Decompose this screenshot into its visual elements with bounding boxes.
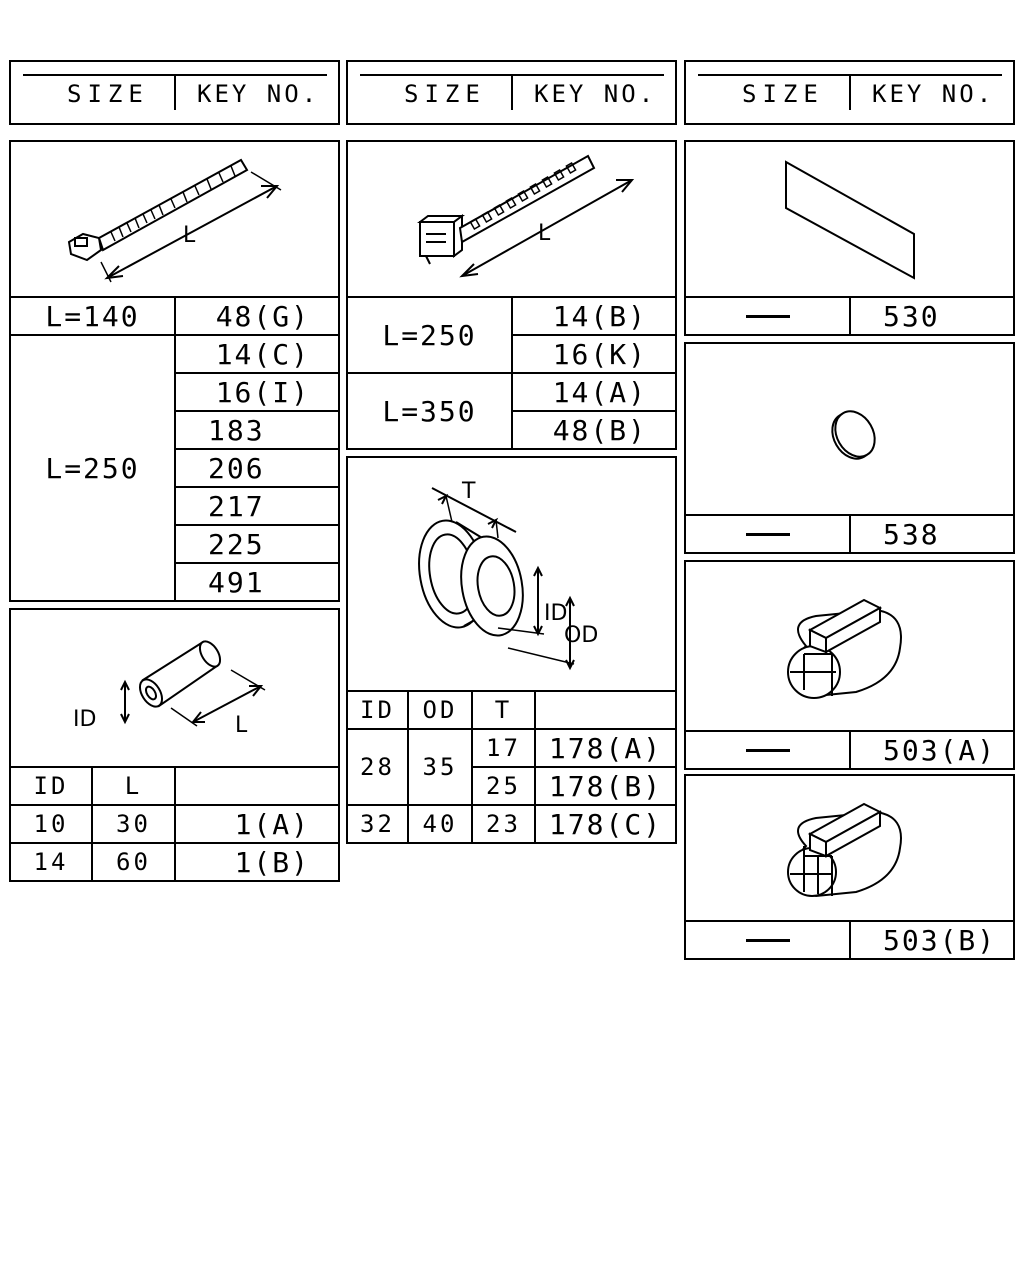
grommet-row-3-t: 23 bbox=[471, 804, 536, 844]
cable-tie-a-key: 217 bbox=[174, 486, 340, 526]
cable-tie-b-drawing bbox=[348, 142, 675, 296]
plug-key: 538 bbox=[849, 514, 1015, 554]
tube-row-2-id: 14 bbox=[9, 842, 93, 882]
grommet-row-2-t: 25 bbox=[471, 766, 536, 806]
grommet-figure bbox=[346, 456, 677, 692]
cable-tie-a-figure bbox=[9, 140, 340, 298]
grommet-col-key bbox=[534, 690, 677, 730]
header-size-label: SIZE bbox=[404, 80, 486, 108]
grommet-row-1-id: 28 bbox=[346, 728, 409, 806]
header-col-1 bbox=[9, 60, 340, 125]
grommet-row-3-key: 178(C) bbox=[534, 804, 677, 844]
header-key-label: KEY NO. bbox=[534, 80, 657, 108]
cable-tie-a-dim-label: L bbox=[183, 223, 196, 248]
plug-figure bbox=[684, 342, 1015, 516]
header-key-label: KEY NO. bbox=[872, 80, 995, 108]
tube-id-label: ID bbox=[73, 707, 97, 732]
plug-drawing bbox=[686, 344, 1013, 514]
cable-tie-a-key: 225 bbox=[174, 524, 340, 564]
grommet-row-2-key: 178(B) bbox=[534, 766, 677, 806]
cable-tie-b-key: 14(A) bbox=[511, 372, 677, 412]
cable-tie-a-key: 16(I) bbox=[174, 372, 340, 412]
clip-b-size bbox=[684, 920, 851, 960]
cable-tie-a-key: 206 bbox=[174, 448, 340, 488]
tape-drawing bbox=[686, 142, 1013, 296]
tape-size bbox=[684, 296, 851, 336]
grommet-row-3-od: 40 bbox=[407, 804, 473, 844]
dash-icon bbox=[746, 533, 790, 536]
tube-drawing bbox=[11, 610, 338, 766]
grommet-col-id: ID bbox=[346, 690, 409, 730]
dash-icon bbox=[746, 939, 790, 942]
grommet-col-od: OD bbox=[407, 690, 473, 730]
cable-tie-b-figure bbox=[346, 140, 677, 298]
tube-col-l: L bbox=[91, 766, 176, 806]
tube-row-2-key: 1(B) bbox=[174, 842, 340, 882]
cable-tie-a-drawing bbox=[11, 142, 338, 296]
grommet-row-1-key: 178(A) bbox=[534, 728, 677, 768]
clip-b-key: 503(B) bbox=[849, 920, 1015, 960]
grommet-col-t: T bbox=[471, 690, 536, 730]
tube-row-1-key: 1(A) bbox=[174, 804, 340, 844]
tube-figure bbox=[9, 608, 340, 768]
header-col-3 bbox=[684, 60, 1015, 125]
cable-tie-a-key: 183 bbox=[174, 410, 340, 450]
tape-key: 530 bbox=[849, 296, 1015, 336]
cable-tie-b-size-250: L=250 bbox=[346, 296, 513, 374]
grommet-od-label: OD bbox=[564, 623, 599, 648]
tube-row-1-id: 10 bbox=[9, 804, 93, 844]
header-size-label: SIZE bbox=[742, 80, 824, 108]
grommet-id-label: ID bbox=[544, 601, 568, 626]
dash-icon bbox=[746, 749, 790, 752]
grommet-drawing bbox=[348, 458, 675, 690]
cable-tie-b-key: 48(B) bbox=[511, 410, 677, 450]
clip-b-figure bbox=[684, 774, 1015, 922]
clip-a-figure bbox=[684, 560, 1015, 732]
tube-row-1-l: 30 bbox=[91, 804, 176, 844]
cable-tie-b-key: 14(B) bbox=[511, 296, 677, 336]
header-key-label: KEY NO. bbox=[197, 80, 320, 108]
cable-tie-a-key: 14(C) bbox=[174, 334, 340, 374]
cable-tie-a-key-48g: 48(G) bbox=[174, 296, 340, 336]
cable-tie-a-key: 491 bbox=[174, 562, 340, 602]
tube-col-id: ID bbox=[9, 766, 93, 806]
grommet-row-1-od: 35 bbox=[407, 728, 473, 806]
tube-row-2-l: 60 bbox=[91, 842, 176, 882]
header-size-label: SIZE bbox=[67, 80, 149, 108]
header-col-2 bbox=[346, 60, 677, 125]
cable-tie-b-dim-label: L bbox=[538, 221, 551, 246]
clip-a-size bbox=[684, 730, 851, 770]
tube-l-label: L bbox=[235, 713, 248, 738]
plug-size bbox=[684, 514, 851, 554]
dash-icon bbox=[746, 315, 790, 318]
grommet-row-1-t: 17 bbox=[471, 728, 536, 768]
clip-b-drawing bbox=[686, 776, 1013, 920]
tape-figure bbox=[684, 140, 1015, 298]
tube-col-key bbox=[174, 766, 340, 806]
cable-tie-a-size-250: L=250 bbox=[9, 334, 176, 602]
cable-tie-b-key: 16(K) bbox=[511, 334, 677, 374]
clip-a-drawing bbox=[686, 562, 1013, 730]
clip-a-key: 503(A) bbox=[849, 730, 1015, 770]
cable-tie-a-size-140: L=140 bbox=[9, 296, 176, 336]
grommet-row-3-id: 32 bbox=[346, 804, 409, 844]
grommet-t-label: T bbox=[462, 479, 476, 504]
cable-tie-b-size-350: L=350 bbox=[346, 372, 513, 450]
